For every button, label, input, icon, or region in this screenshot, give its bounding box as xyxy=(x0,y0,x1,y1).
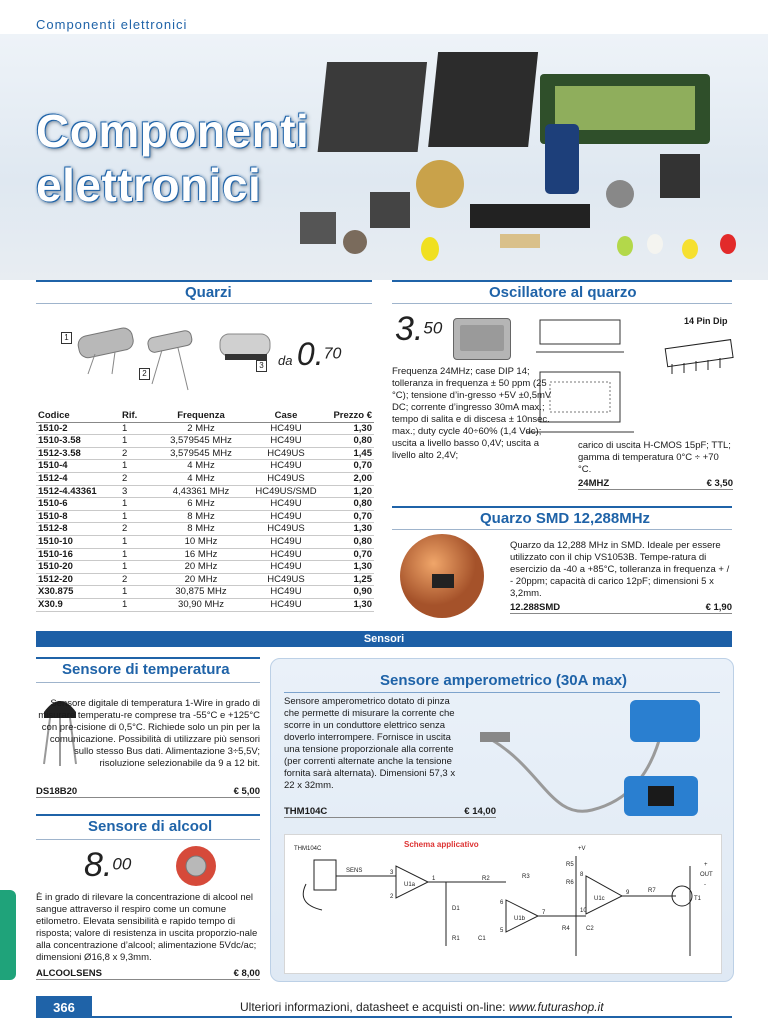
table-row xyxy=(36,485,374,498)
schematic-labels xyxy=(294,846,713,942)
cell-case: HC49US xyxy=(246,523,326,536)
crystal-hc49us-icon xyxy=(147,330,193,390)
temp-top-rule xyxy=(36,657,260,659)
col-rif: Rif. xyxy=(120,410,156,422)
quarzi-table-header xyxy=(36,410,374,422)
svg-text:2: 2 xyxy=(390,894,394,900)
svg-text:+: + xyxy=(704,862,708,868)
table-row xyxy=(36,523,374,536)
amp-desc: Sensore amperometrico dotato di pinza che permette di misurare la corrente che scorre in un conduttore elettrico senza doverlo interrompere. Fornisce in uscita una tensione proporzionale alla corrente (per correnti alternate anche la tensione fornita sarà alternata). Dimensioni 57,3 x 22 x 32mm. xyxy=(284,696,456,791)
cell-case: HC49US xyxy=(246,472,326,485)
cell-rif: 1 xyxy=(120,586,156,599)
table-row xyxy=(36,435,374,448)
cell-case: HC49U xyxy=(246,435,326,448)
col-case: Case xyxy=(246,410,326,422)
cell-rif: 1 xyxy=(120,498,156,511)
svg-text:C1: C1 xyxy=(478,936,486,942)
hero-banner xyxy=(0,34,768,280)
schematic-diagram xyxy=(286,836,718,970)
table-row xyxy=(36,498,374,511)
quarzi-top-rule xyxy=(36,280,372,282)
footer-url-link[interactable]: www.futurashop.it xyxy=(508,1000,604,1014)
transistor-icon xyxy=(416,160,464,208)
cell-frequenza: 8 MHz xyxy=(156,523,246,536)
amp-code: THM104C xyxy=(284,806,328,817)
cell-rif: 2 xyxy=(120,447,156,460)
amp-price-label: € 14,00 xyxy=(464,806,496,817)
cell-codice: 1510-20 xyxy=(36,561,120,574)
col-frequenza: Frequenza xyxy=(156,410,246,422)
svg-text:8: 8 xyxy=(580,872,584,878)
quarzi-table xyxy=(36,410,374,612)
quarzi-price-dec: 70 xyxy=(323,345,342,363)
cell-prezzo: 1,30 xyxy=(326,561,374,574)
svg-text:R3: R3 xyxy=(522,874,530,880)
svg-text:3: 3 xyxy=(390,870,394,876)
crystal-smd-icon xyxy=(220,334,270,360)
osc-desc-left: Frequenza 24MHz; case DIP 14; tolleranza in frequenza ± 50 ppm (25 °C); tensione d’in-gresso +5V ±0,5mV DC; corrente d’ingresso 30mA max.; tempo di salita e di discesa ± 10nsec. max.; duty cycle 40÷60% (1,4 Vdc); uscita a livello basso 0,4V; uscita a livello alto 2,4V; xyxy=(392,366,552,461)
capacitor-icon xyxy=(545,124,579,194)
cell-case: HC49US/SMD xyxy=(246,485,326,498)
cell-codice: 1510-6 xyxy=(36,498,120,511)
table-row xyxy=(36,586,374,599)
smd-desc: Quarzo da 12,288 MHz in SMD. Ideale per essere utilizzato con il chip VS1053B. Tempe-ratura di esercizio da -40 a +85°C, tolleranza in frequenza + / - 20ppm; capacità di carico 12pF; dimensioni 5 x 3,2mm. xyxy=(510,540,730,599)
ic-chip-icon xyxy=(470,204,590,228)
cell-prezzo: 0,80 xyxy=(326,435,374,448)
cell-frequenza: 16 MHz xyxy=(156,548,246,561)
cell-codice: 1512-3.58 xyxy=(36,447,120,460)
cell-codice: 1512-4.43361 xyxy=(36,485,120,498)
cell-rif: 1 xyxy=(120,460,156,473)
cell-frequenza: 10 MHz xyxy=(156,535,246,548)
smd-crystal-icon xyxy=(432,574,454,588)
cell-prezzo: 0,80 xyxy=(326,535,374,548)
cell-frequenza: 4 MHz xyxy=(156,460,246,473)
cell-codice: X30.9 xyxy=(36,598,120,611)
cell-prezzo: 1,30 xyxy=(326,422,374,435)
cell-prezzo: 0,70 xyxy=(326,548,374,561)
svg-text:5: 5 xyxy=(500,928,504,934)
smd-code: 12.288SMD xyxy=(510,602,561,613)
svg-text:R2: R2 xyxy=(482,876,490,882)
cell-codice: 1510-16 xyxy=(36,548,120,561)
alc-top-rule xyxy=(36,814,260,816)
smd-code-row xyxy=(510,602,732,614)
temp-price-label: € 5,00 xyxy=(233,786,260,797)
osc-title: Oscillatore al quarzo xyxy=(489,284,637,301)
current-clamp-photo xyxy=(462,690,728,830)
quarzi-title: Quarzi xyxy=(185,284,232,301)
table-row xyxy=(36,460,374,473)
table-row xyxy=(36,447,374,460)
svg-text:U1a: U1a xyxy=(404,882,416,888)
col-codice: Codice xyxy=(36,410,120,422)
svg-text:+V: +V xyxy=(578,846,586,852)
table-row xyxy=(36,422,374,435)
table-row xyxy=(36,548,374,561)
crystal-hc49u-icon xyxy=(77,326,135,374)
alcohol-sensor-photo xyxy=(172,842,222,892)
osc-desc-right: carico di uscita H-CMOS 15pF; TTL; gamma di temperatura 0°C ÷ +70 °C. xyxy=(578,440,731,475)
footer-text: Ulteriori informazioni, datasheet e acquisti on-line: www.futurashop.it xyxy=(240,1000,604,1014)
alc-price xyxy=(84,846,131,885)
cell-codice: X30.875 xyxy=(36,586,120,599)
footer-bar xyxy=(36,1016,732,1018)
temp-code-row xyxy=(36,786,260,798)
temp-desc: Sensore digitale di temperatura 1-Wire in grado di misurare temperatu-re comprese tra -55°C e +125°C con pre-cisione di 0,5°C. Richiede solo un pin per la comunicazione. Possibilità di utilizzare più sensori sullo stesso Bus dati. Alimentazione 3÷5,5V; risoluzione selezionabile da 9 a 12 bit. xyxy=(38,698,260,769)
dip-chip-label: 14 Pin Dip xyxy=(684,316,728,326)
osc-price-int: 3. xyxy=(395,310,424,348)
svg-text:9: 9 xyxy=(626,890,630,896)
cell-prezzo: 1,45 xyxy=(326,447,374,460)
cell-frequenza: 3,579545 MHz xyxy=(156,435,246,448)
cell-frequenza: 3,579545 MHz xyxy=(156,447,246,460)
cell-rif: 1 xyxy=(120,510,156,523)
cell-rif: 1 xyxy=(120,548,156,561)
cell-codice: 1512-20 xyxy=(36,573,120,586)
alc-price-label: € 8,00 xyxy=(233,968,260,979)
quarzi-price-int: 0. xyxy=(296,336,324,372)
svg-text:-: - xyxy=(704,882,706,888)
cell-frequenza: 4,43361 MHz xyxy=(156,485,246,498)
svg-text:R5: R5 xyxy=(566,862,574,868)
svg-text:R6: R6 xyxy=(566,880,574,886)
temp-code: DS18B20 xyxy=(36,786,78,797)
col-prezzo: Prezzo € xyxy=(326,410,374,422)
cell-prezzo: 0,70 xyxy=(326,510,374,523)
cell-prezzo: 0,90 xyxy=(326,586,374,599)
smd-price-label: € 1,90 xyxy=(705,602,732,613)
audio-jack-icon xyxy=(480,732,510,742)
quarzi-price: da 0.70 xyxy=(278,336,342,372)
svg-text:T1: T1 xyxy=(694,896,702,902)
smd-top-rule xyxy=(392,506,732,508)
smd-title: Quarzo SMD 12,288MHz xyxy=(480,510,651,527)
cell-rif: 1 xyxy=(120,598,156,611)
cell-case: HC49US xyxy=(246,447,326,460)
cell-case: HC49U xyxy=(246,548,326,561)
svg-text:D1: D1 xyxy=(452,906,460,912)
section-label: Componenti elettronici xyxy=(36,17,188,32)
cell-frequenza: 20 MHz xyxy=(156,561,246,574)
clamp-sensor-icon xyxy=(630,700,700,742)
svg-text:6: 6 xyxy=(500,900,504,906)
dip-chip-icon xyxy=(660,330,740,378)
cell-case: HC49U xyxy=(246,561,326,574)
cell-frequenza: 4 MHz xyxy=(156,472,246,485)
svg-text:10: 10 xyxy=(580,908,587,914)
amp-title: Sensore amperometrico (30A max) xyxy=(380,672,628,689)
alc-desc: È in grado di rilevare la concentrazione di alcool nel sangue attraverso il respiro come un comune etilometro. Elevata sensibilità e rapido tempo di risposta; valore di resistenza in uscita proporzio-nale alla concentrazione d’alcool; alimentazione 5Vdc/ac; dimensioni Ø16,8 x 9,3mm. xyxy=(36,892,258,963)
coin-photo xyxy=(396,530,492,620)
cell-codice: 1510-8 xyxy=(36,510,120,523)
alc-price-dec: 00 xyxy=(112,854,132,874)
cell-frequenza: 20 MHz xyxy=(156,573,246,586)
cell-prezzo: 0,70 xyxy=(326,460,374,473)
svg-text:R4: R4 xyxy=(562,926,570,932)
cell-frequenza: 8 MHz xyxy=(156,510,246,523)
cell-codice: 1510-4 xyxy=(36,460,120,473)
callout-2: 2 xyxy=(139,368,150,380)
cell-rif: 3 xyxy=(120,485,156,498)
cell-rif: 1 xyxy=(120,535,156,548)
pin-table xyxy=(662,386,734,426)
svg-text:7: 7 xyxy=(542,910,546,916)
cell-rif: 2 xyxy=(120,472,156,485)
table-row xyxy=(36,510,374,523)
svg-text:C2: C2 xyxy=(586,926,594,932)
alc-title: Sensore di alcool xyxy=(88,818,213,835)
callout-3: 3 xyxy=(256,360,267,372)
potentiometer-icon xyxy=(606,180,634,208)
cell-rif: 1 xyxy=(120,561,156,574)
alc-price-int: 8. xyxy=(84,846,113,884)
cell-rif: 1 xyxy=(120,435,156,448)
svg-text:1: 1 xyxy=(432,876,436,882)
cell-case: HC49US xyxy=(246,573,326,586)
svg-text:R1: R1 xyxy=(452,936,460,942)
cell-rif: 2 xyxy=(120,523,156,536)
cell-codice: 1510-3.58 xyxy=(36,435,120,448)
cell-frequenza: 30,875 MHz xyxy=(156,586,246,599)
cell-prezzo: 1,30 xyxy=(326,598,374,611)
osc-price-label: € 3,50 xyxy=(706,478,733,489)
side-tab xyxy=(0,890,16,980)
cell-frequenza: 6 MHz xyxy=(156,498,246,511)
svg-text:OUT: OUT xyxy=(700,872,713,878)
sensori-banner: Sensori xyxy=(36,631,732,647)
cell-case: HC49U xyxy=(246,510,326,523)
page-number-text: 366 xyxy=(53,1000,75,1015)
cell-case: HC49U xyxy=(246,598,326,611)
cell-prezzo: 2,00 xyxy=(326,472,374,485)
cell-prezzo: 0,80 xyxy=(326,498,374,511)
cell-prezzo: 1,30 xyxy=(326,523,374,536)
svg-text:U1b: U1b xyxy=(514,916,526,922)
crystals-photo xyxy=(70,312,300,402)
table-row xyxy=(36,535,374,548)
cell-frequenza: 2 MHz xyxy=(156,422,246,435)
svg-text:R7: R7 xyxy=(648,888,656,894)
osc-price-dec: 50 xyxy=(423,318,443,338)
cell-rif: 1 xyxy=(120,422,156,435)
alc-code-row xyxy=(36,968,260,980)
table-row xyxy=(36,561,374,574)
alc-code: ALCOOLSENS xyxy=(36,968,102,979)
table-row xyxy=(36,598,374,611)
cell-prezzo: 1,20 xyxy=(326,485,374,498)
osc-code-row xyxy=(578,478,733,490)
callout-1: 1 xyxy=(61,332,72,344)
osc-top-rule xyxy=(392,280,732,282)
schema-title: Schema applicativo xyxy=(404,840,479,849)
table-row xyxy=(36,573,374,586)
hero-title-line1: Componenti xyxy=(36,105,310,157)
svg-text:SENS: SENS xyxy=(346,868,363,874)
led-matrix-icon xyxy=(318,52,539,152)
temp-title: Sensore di temperatura xyxy=(62,661,230,678)
cell-case: HC49U xyxy=(246,460,326,473)
cell-case: HC49U xyxy=(246,586,326,599)
cell-rif: 2 xyxy=(120,573,156,586)
cell-codice: 1512-8 xyxy=(36,523,120,536)
svg-text:U1c: U1c xyxy=(594,896,605,902)
label-thm104c: THM104C xyxy=(294,846,322,852)
cell-case: HC49U xyxy=(246,498,326,511)
osc-code: 24MHZ xyxy=(578,478,610,489)
hero-title-line2: elettronici xyxy=(36,159,262,211)
osc-price xyxy=(395,310,442,349)
cell-frequenza: 30,90 MHz xyxy=(156,598,246,611)
led-yellow-icon xyxy=(421,237,439,261)
cell-prezzo: 1,25 xyxy=(326,573,374,586)
cell-case: HC49U xyxy=(246,535,326,548)
cell-codice: 1510-2 xyxy=(36,422,120,435)
oscillator-photo xyxy=(453,318,511,360)
cell-codice: 1510-10 xyxy=(36,535,120,548)
table-row xyxy=(36,472,374,485)
cell-codice: 1512-4 xyxy=(36,472,120,485)
cell-case: HC49U xyxy=(246,422,326,435)
